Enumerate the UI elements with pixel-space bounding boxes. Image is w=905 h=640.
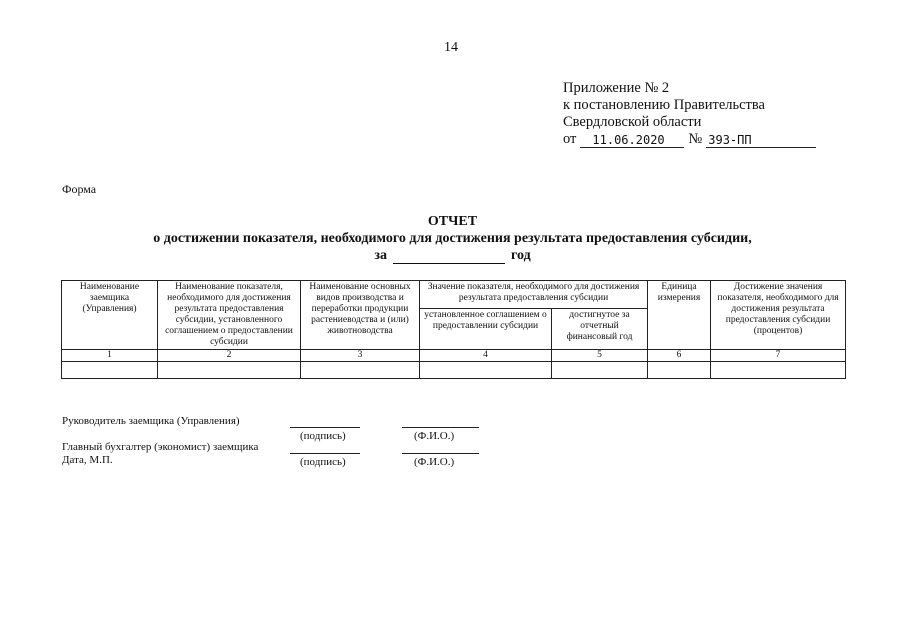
header-indicator-value: Значение показателя, необходимого для достижения результата предоставления субсидии	[420, 281, 648, 309]
header-achieved-value: достигнутое за отчетный финансовый год	[552, 309, 648, 350]
signature-block	[62, 415, 562, 467]
column-number: 3	[301, 350, 420, 362]
table-cell	[158, 362, 301, 379]
column-number: 4	[420, 350, 552, 362]
resolution-date: 11.06.2020	[580, 133, 684, 148]
accountant-signature-caption: (подпись)	[300, 456, 346, 468]
column-number: 2	[158, 350, 301, 362]
appendix-date-line	[563, 131, 816, 148]
column-number: 7	[711, 350, 846, 362]
report-table	[61, 280, 846, 379]
accountant-signature-row	[62, 441, 562, 454]
header-agreed-value: установленное соглашением о предоставлении субсидии	[420, 309, 552, 350]
header-unit: Единица измерения	[648, 281, 711, 350]
head-name-caption: (Ф.И.О.)	[414, 430, 455, 442]
period-prefix: за	[374, 248, 387, 263]
page-number: 14	[444, 40, 458, 55]
header-indicator: Наименование показателя, необходимого для достижения результата предоставления субсидии, установленного соглашением о предоставлении субсидии	[158, 281, 301, 350]
table-number-row	[62, 350, 846, 362]
column-number: 6	[648, 350, 711, 362]
head-caption-row	[62, 428, 562, 441]
table-header-row	[62, 281, 846, 309]
table-cell	[62, 362, 158, 379]
accountant-name-caption: (Ф.И.О.)	[414, 456, 455, 468]
form-label: Форма	[62, 182, 97, 196]
title-subject: о достижении показателя, необходимого для достижения результата предоставления субсидии,	[153, 231, 752, 246]
header-borrower: Наименование заемщика (Управления)	[62, 281, 158, 350]
head-signature-caption: (подпись)	[300, 430, 346, 442]
period-blank	[393, 249, 505, 264]
date-caption-row	[62, 454, 562, 467]
table-cell	[301, 362, 420, 379]
table-cell	[711, 362, 846, 379]
head-signature-row	[62, 415, 562, 428]
date-prefix: от	[563, 131, 577, 147]
header-production-types: Наименование основных видов производства и переработки продукции растениеводства и (или) животноводства	[301, 281, 420, 350]
resolution-number: 393-ПП	[706, 133, 816, 148]
appendix-region: Свердловской области	[563, 114, 702, 130]
title-main: ОТЧЕТ	[427, 214, 478, 229]
table-row	[62, 362, 846, 379]
report-title	[60, 213, 845, 264]
header-achievement: Достижение значения показателя, необходимого для достижения результата предоставления субсидии (процентов)	[711, 281, 846, 350]
appendix-title: Приложение № 2	[563, 80, 670, 96]
head-label: Руководитель заемщика (Управления)	[62, 415, 240, 427]
column-number: 5	[552, 350, 648, 362]
appendix-resolution: к постановлению Правительства	[563, 97, 765, 113]
number-prefix: №	[688, 131, 703, 147]
date-label: Дата, М.П.	[62, 454, 113, 466]
appendix-block	[563, 80, 816, 148]
table-cell	[552, 362, 648, 379]
accountant-label: Главный бухгалтер (экономист) заемщика	[62, 441, 259, 453]
period-suffix: год	[510, 248, 531, 263]
table-cell	[648, 362, 711, 379]
table-cell	[420, 362, 552, 379]
title-period	[60, 247, 845, 264]
column-number: 1	[62, 350, 158, 362]
